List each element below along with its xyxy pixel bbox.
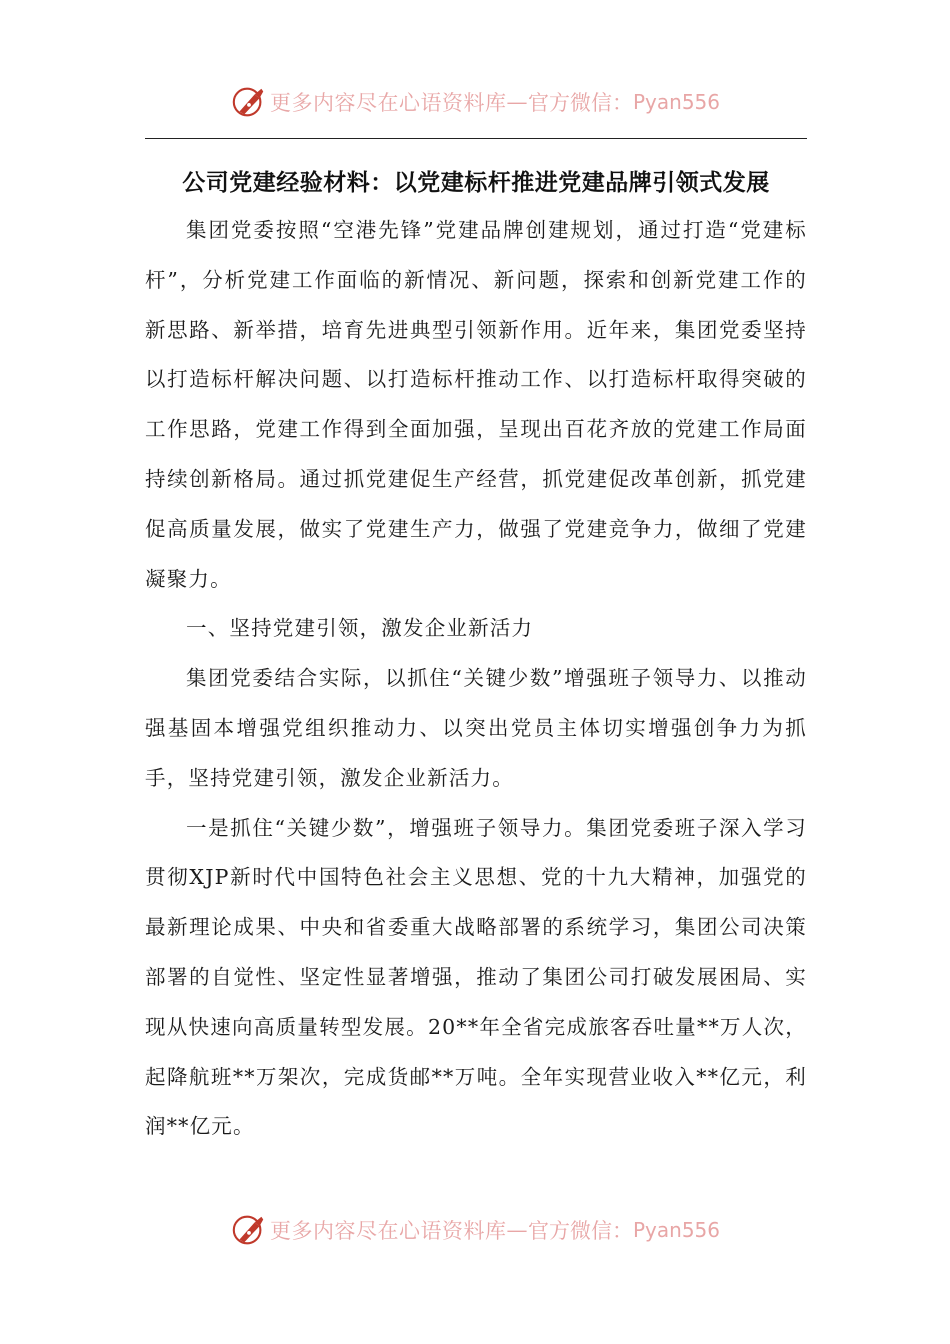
banner-wechat-id: Pyan556 <box>632 1218 720 1242</box>
header-watermark-banner <box>0 80 950 124</box>
header-divider <box>145 138 807 139</box>
banner-text: 更多内容尽在心语资料库 <box>269 91 507 115</box>
paragraph-intro: 集团党委按照“空港先锋”党建品牌创建规划，通过打造“党建标杆”，分析党建工作面临的新情况、新问题，探索和创新党建工作的新思路、新举措，培育先进典型引领新作用。近年来，集团党委坚持以打造标杆解决问题、以打造标杆推动工作、以打造标杆取得突破的工作思路，党建工作得到全面加强，呈现出百花齐放的党建工作局面持续创新格局。通过抓党建促生产经营，抓党建促改革创新，抓党建促高质量发展，做实了党建生产力，做强了党建竞争力，做细了党建凝聚力。 <box>145 218 807 591</box>
document-title: 公司党建经验材料：以党建标杆推进党建品牌引领式发展 <box>182 170 770 196</box>
footer-watermark-banner <box>0 1208 950 1252</box>
banner-wechat-label: 官方微信： <box>527 91 633 115</box>
banner-wechat-id: Pyan556 <box>632 90 720 114</box>
paragraph-section-1-summary: 集团党委结合实际，以抓住“关键少数”增强班子领导力、以推动强基固本增强党组织推动力、以突出党员主体切实增强创争力为抓手，坚持党建引领，激发企业新活力。 <box>145 666 807 790</box>
banner-text: 更多内容尽在心语资料库 <box>269 1219 507 1243</box>
banner-dash: — <box>506 1218 528 1242</box>
pen-nib-logo-icon <box>230 1211 268 1249</box>
banner-dash: — <box>506 90 528 114</box>
paragraph-key-minority: 一是抓住“关键少数”，增强班子领导力。集团党委班子深入学习贯彻XJP新时代中国特色社会主义思想、党的十九大精神，加强党的最新理论成果、中央和省委重大战略部署的系统学习，集团公司决策部署的自觉性、坚定性显著增强，推动了集团公司打破发展困局、实现从快速向高质量转型发展。20**年全省完成旅客吞吐量**万人次，起降航班**万架次，完成货邮**万吨。全年实现营业收入**亿元，利润**亿元。 <box>145 815 807 1139</box>
section-heading-1: 一、坚持党建引领，激发企业新活力 <box>186 616 534 641</box>
banner-wechat-label: 官方微信： <box>527 1219 633 1243</box>
document-body <box>145 206 807 1152</box>
pen-nib-logo-icon <box>230 83 268 121</box>
